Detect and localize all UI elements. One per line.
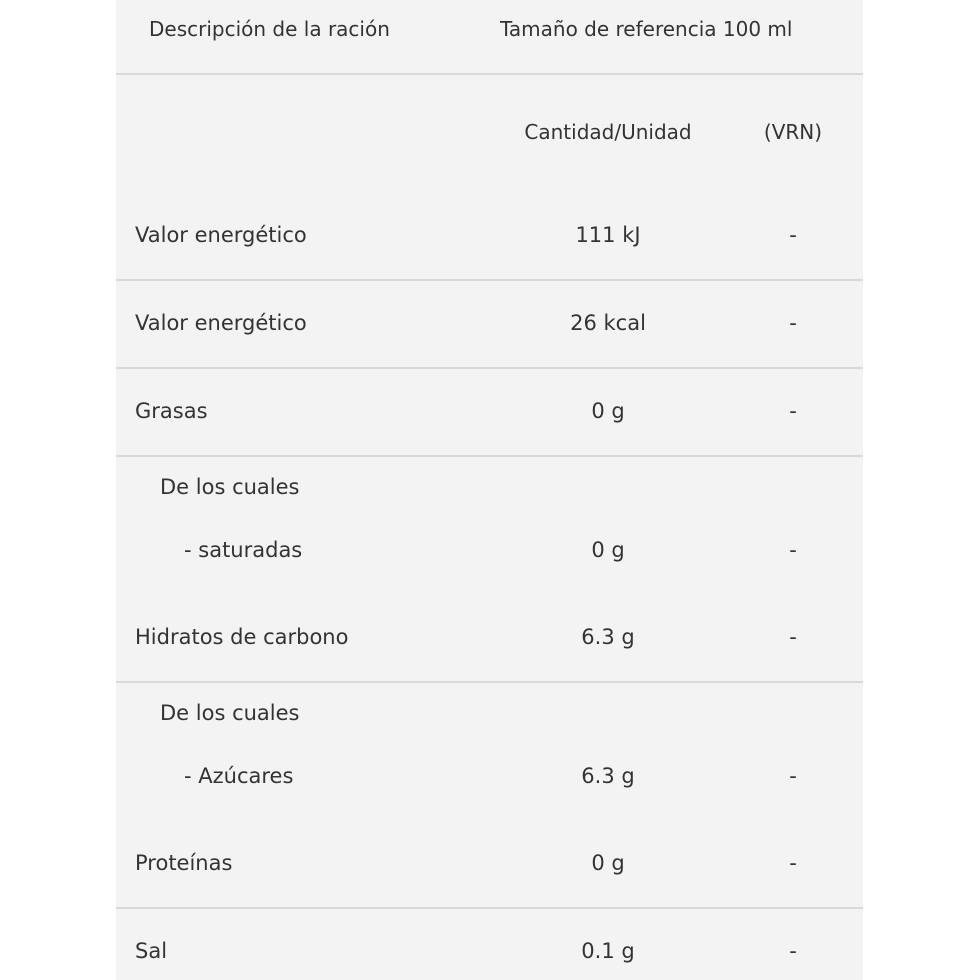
nutrient-label: Valor energético bbox=[135, 311, 307, 335]
nutrient-quantity: 26 kcal bbox=[570, 311, 646, 335]
nutrient-vrn: - bbox=[789, 851, 797, 875]
nutrient-sublabel: De los cuales bbox=[160, 701, 300, 725]
nutrient-quantity: 0.1 g bbox=[581, 939, 635, 963]
divider bbox=[116, 907, 863, 909]
nutrient-label: - saturadas bbox=[184, 538, 303, 562]
nutrient-quantity: 6.3 g bbox=[581, 764, 635, 788]
nutrient-quantity: 111 kJ bbox=[575, 223, 641, 247]
quantity-unit-header: Cantidad/Unidad bbox=[524, 120, 692, 144]
nutrient-quantity: 0 g bbox=[591, 538, 625, 562]
reference-size-header: Tamaño de referencia 100 ml bbox=[500, 17, 793, 41]
nutrient-vrn: - bbox=[789, 223, 797, 247]
serving-description-header: Descripción de la ración bbox=[149, 17, 390, 41]
nutrient-vrn: - bbox=[789, 538, 797, 562]
nutrient-label: Proteínas bbox=[135, 851, 233, 875]
nutrient-vrn: - bbox=[789, 399, 797, 423]
divider bbox=[116, 455, 863, 457]
nutrient-label: Grasas bbox=[135, 399, 208, 423]
nutrient-label: Hidratos de carbono bbox=[135, 625, 349, 649]
nutrient-vrn: - bbox=[789, 764, 797, 788]
nutrient-quantity: 0 g bbox=[591, 851, 625, 875]
nutrient-sublabel: De los cuales bbox=[160, 475, 300, 499]
divider bbox=[116, 681, 863, 683]
divider bbox=[116, 279, 863, 281]
nutrient-quantity: 0 g bbox=[591, 399, 625, 423]
nutrient-label: Valor energético bbox=[135, 223, 307, 247]
divider bbox=[116, 73, 863, 75]
nutrient-vrn: - bbox=[789, 311, 797, 335]
nutrient-label: Sal bbox=[135, 939, 168, 963]
nutrient-quantity: 6.3 g bbox=[581, 625, 635, 649]
nutrient-label: - Azúcares bbox=[184, 764, 294, 788]
nutrient-vrn: - bbox=[789, 939, 797, 963]
divider bbox=[116, 367, 863, 369]
vrn-header: (VRN) bbox=[763, 120, 823, 144]
nutrient-vrn: - bbox=[789, 625, 797, 649]
